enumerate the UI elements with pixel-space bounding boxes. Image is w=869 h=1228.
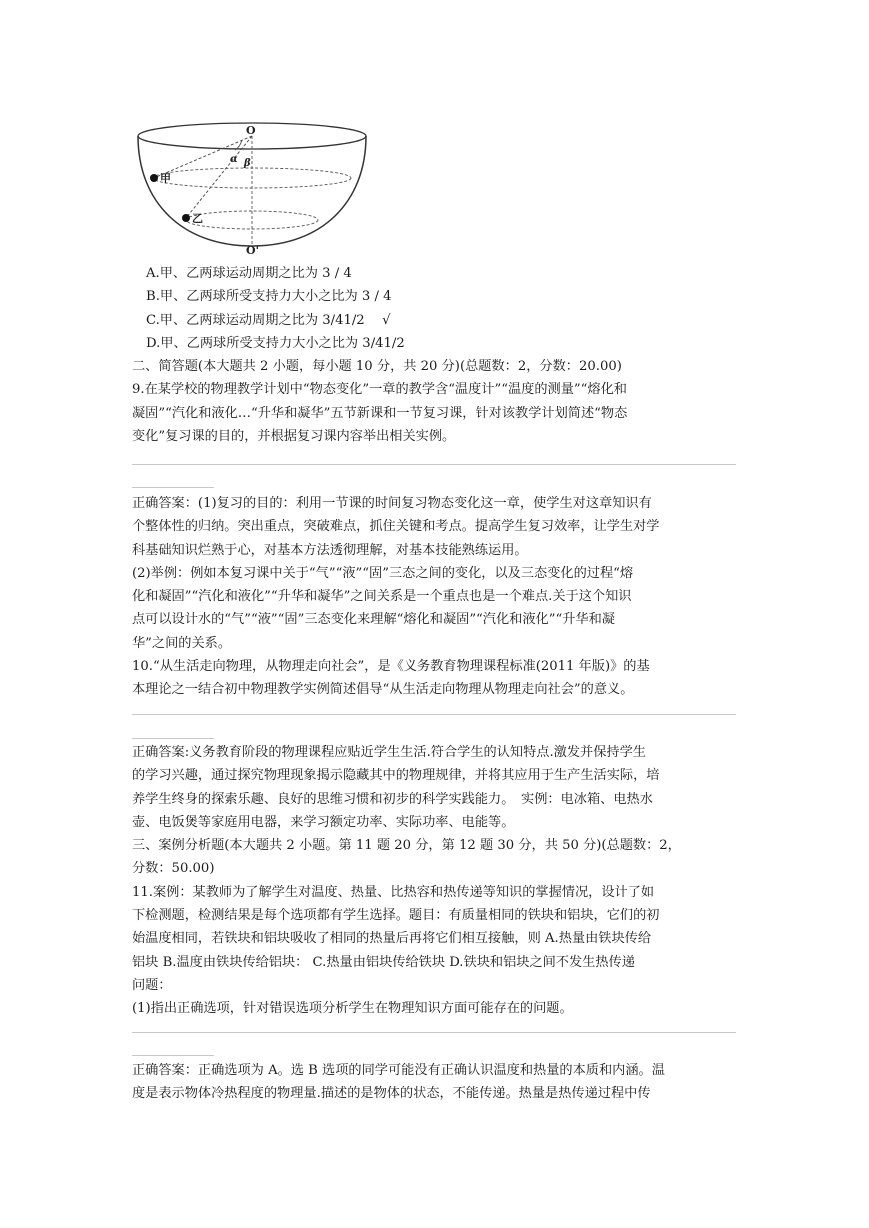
question-line: 始温度相同，若铁块和铝块吸收了相同的热量后再将它们相互接触，则 A.热量由铁块传给 [132,931,652,947]
question-line: 本理论之一结合初中物理教学实例简述倡导“从生活走向物理从物理走向社会”的意义。 [132,682,634,698]
answer-separator [132,1032,736,1033]
answer-short-rule [132,487,214,488]
question-line: 凝固”“汽化和液化…“升华和凝华”五节新课和一节复习课，针对该教学计划简述“物态 [132,405,628,421]
answer-separator [132,714,736,715]
answer-11 [132,1059,742,1106]
answer-line: 的学习兴趣，通过探究物理现象揭示隐藏其中的物理规律，并将其应用于生产生活实际，培 [132,768,660,784]
label-o-bottom: O' [246,244,259,254]
label-beta: β [244,158,251,169]
question-line: 9.在某学校的物理教学计划中“物态变化”一章的教学含“温度计”“温度的测量”“熔化和 [132,382,627,398]
section-header: 二、简答题(本大题共 2 小题，每小题 10 分，共 20 分)(总题数：2，分数：20.00) [132,359,622,374]
answer-line: 壶、电饭煲等家庭用电器，来学习额定功率、实际功率、电能等。 [132,814,515,830]
section-header: 三、案例分析题(本大题共 2 小题。第 11 题 20 分，第 12 题 30 分，共 50 分)(总题数：2， [132,838,681,854]
answer-options [132,262,742,355]
ball-yi [182,214,190,222]
section2-block [132,355,742,448]
answer-line: 养学生终身的探索乐趣、良好的思维习惯和初步的科学实践能力。 实例：电冰箱、电热水 [132,791,653,807]
question-line: (1)指出正确选项，针对错误选项分析学生在物理知识方面可能存在的问题。 [132,1001,573,1017]
option-a: A.甲、乙两球运动周期之比为 3 / 4 [146,266,352,281]
section-header: 分数：50.00) [132,861,215,877]
answer-short-rule [132,1055,214,1056]
answer-separator [132,464,736,465]
option-c: C.甲、乙两球运动周期之比为 3/41/2 √ [146,312,391,328]
answer-line: 点可以设计水的“气”“液”“固”三态变化来理解“熔化和凝固”“汽化和液化”“升华和凝 [132,612,615,628]
label-o-top: O [246,124,256,137]
question-line: 变化”复习课的目的，并根据复习课内容举出相关实例。 [132,428,456,444]
question-line: 11.案例：某教师为了解学生对温度、热量、比热容和热传递等知识的掌握情况，设计了如 [132,884,655,900]
answer-line: 正确答案:义务教育阶段的物理课程应贴近学生生活.符合学生的认知特点.激发并保持学生 [132,745,646,760]
label-alpha: α [230,154,238,165]
question-line: 下检测题，检测结果是每个选项都有学生选择。题目：有质量相同的铁块和铝块，它们的初 [132,908,660,924]
hemisphere-diagram [132,122,372,254]
answer-line: 华”之间的关系。 [132,635,232,651]
ball-jia [150,174,158,182]
answer-line: 正确答案：正确选项为 A。选 B 选项的同学可能没有正确认识温度和热量的本质和内涵。温 [132,1063,665,1078]
question-line: 问题： [132,977,172,993]
answer-line: 度是表示物体冷热程度的物理量.描述的是物体的状态，不能传递。热量是热传递过程中传 [132,1086,651,1102]
answer-line: 化和凝固”“汽化和液化”“升华和凝华”之间关系是一个重点也是一个难点.关于这个知识 [132,589,632,605]
answer-line: 科基础知识烂熟于心，对基本方法透彻理解，对基本技能熟练运用。 [132,542,528,558]
option-b: B.甲、乙两球所受支持力大小之比为 3 / 4 [146,289,392,305]
answer-9 [132,492,742,702]
answer-short-rule [132,738,214,739]
question-line: 10.“从生活走向物理，从物理走向社会”，是《义务教育物理课程标准(2011 年版)》的基 [132,659,650,675]
option-d: D.甲、乙两球所受支持力大小之比为 3/41/2 [146,335,405,351]
hemisphere-figure [132,122,372,254]
answer-line: 个整体性的归纳。突出重点，突破难点，抓住关键和考点。提高学生复习效率，让学生对学 [132,519,660,535]
answer-line: 正确答案：(1)复习的目的：利用一节课的时间复习物态变化这一章，使学生对这章知识有 [132,496,652,511]
label-jia: 甲 [160,172,171,185]
answer-10 [132,741,742,1021]
label-yi: 乙 [192,212,203,225]
answer-line: (2)举例：例如本复习课中关于“气”“液”“固”三态之间的变化，以及三态变化的过程“熔 [132,565,634,581]
question-line: 铝块 B.温度由铁块传给铝块： C.热量由铝块传给铁块 D.铁块和铝块之间不发生热传递 [132,954,635,970]
